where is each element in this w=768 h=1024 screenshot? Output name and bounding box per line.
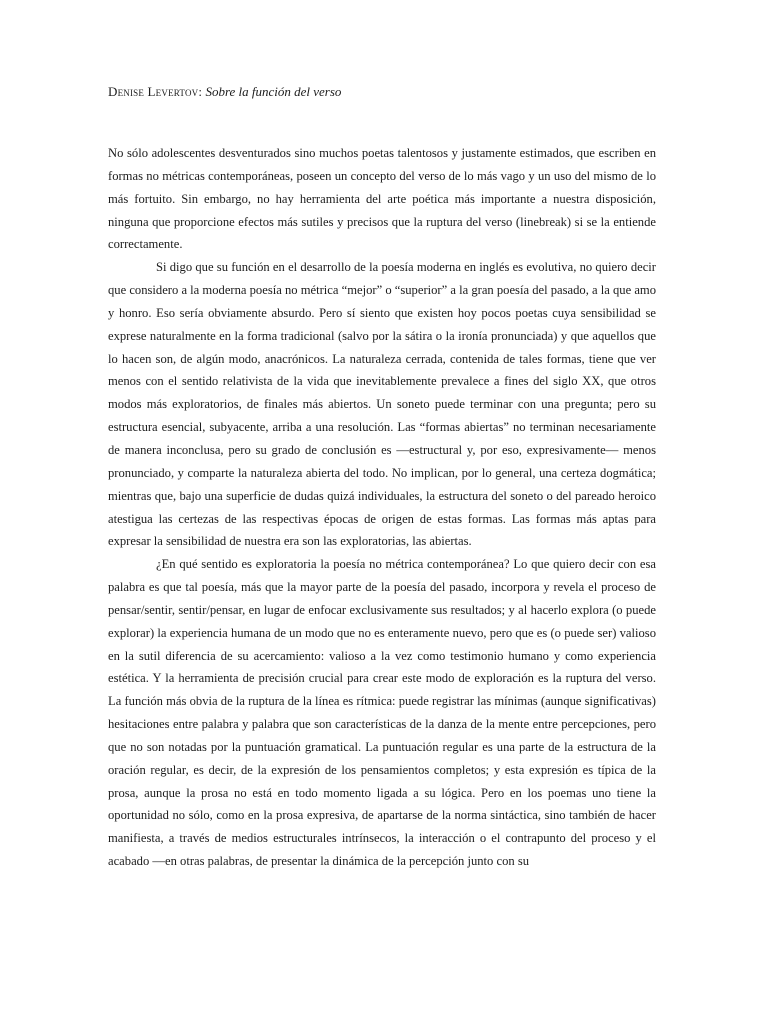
author-name: Denise Levertov: [108, 84, 203, 99]
paragraph: ¿En qué sentido es exploratoria la poesía no métrica contemporánea? Lo que quiero decir con esa palabra es que tal poesía, más que la mayor parte de la poesía del pasado, incorpora y revela el proceso de pensar/sentir, sentir/pensar, en lugar de enfocar exclusivamente sus resultados; y al hacerlo explora (o puede explorar) la experiencia humana de un modo que no es enteramente nuevo, pero que es (o puede ser) valioso en la sutil diferencia de su acercamiento: valioso a la vez como testimonio humano y como experiencia estética. Y la herramienta de precisión crucial para crear este modo de exploración es la ruptura del verso. La función más obvia de la ruptura de la línea es rítmica: puede registrar las mínimas (aunque significativas) hesitaciones entre palabra y palabra que son características de la danza de la mente entre percepciones, pero que no son notadas por la puntuación gramatical. La puntuación regular es una parte de la estructura de la oración regular, es decir, de la expresión de los pensamientos completos; y esta expresión es típica de la prosa, aunque la prosa no está en todo momento ligada a su lógica. Pero en los poemas uno tiene la oportunidad no sólo, como en la prosa expresiva, de apartarse de la norma sintáctica, sino también de hacer manifiesta, a través de medios estructurales intrínsecos, la interacción o el contrapunto del proceso y el acabado —en otras palabras, de presentar la dinámica de la percepción junto con su [108, 557, 656, 869]
paragraph: No sólo adolescentes desventurados sino muchos poetas talentosos y justamente estimados, que escriben en formas no métricas contemporáneas, poseen un concepto del verso de lo más vago y un uso del mismo de lo más fortuito. Sin embargo, no hay herramienta del arte poética más importante a nuestra disposición, ninguna que proporcione efectos más sutiles y precisos que la ruptura del verso (linebreak) si se la entiende correctamente. [108, 146, 656, 252]
essay-title: Sobre la función del verso [205, 84, 342, 99]
document-page [108, 78, 656, 873]
document-heading [108, 78, 656, 106]
document-body [108, 142, 656, 873]
paragraph: Si digo que su función en el desarrollo de la poesía moderna en inglés es evolutiva, no quiero decir que considero a la moderna poesía no métrica “mejor” o “superior” a la gran poesía del pasado, a la que amo y honro. Eso sería obviamente absurdo. Pero sí siento que existen hoy pocos poetas cuya sensibilidad se exprese naturalmente en la forma tradicional (salvo por la sátira o la ironía pronunciada) y que aquellos que lo hacen son, de algún modo, anacrónicos. La naturaleza cerrada, contenida de tales formas, tiene que ver menos con el sentido relativista de la vida que inevitablemente prevalece a fines del siglo XX, que otros modos más exploratorios, de finales más abiertos. Un soneto puede terminar con una pregunta; pero su estructura esencial, subyacente, arriba a una resolución. Las “formas abiertas” no terminan necesariamente de manera inconclusa, pero su grado de conclusión es —estructural y, por eso, expresivamente— menos pronunciado, y comparte la naturaleza abierta del todo. No implican, por lo general, una certeza dogmática; mientras que, bajo una superficie de dudas quizá individuales, la estructura del soneto o del pareado heroico atestigua las certezas de las respectivas épocas de origen de estas formas. Las formas más aptas para expresar la sensibilidad de nuestra era son las exploratorias, las abiertas. [108, 260, 656, 549]
